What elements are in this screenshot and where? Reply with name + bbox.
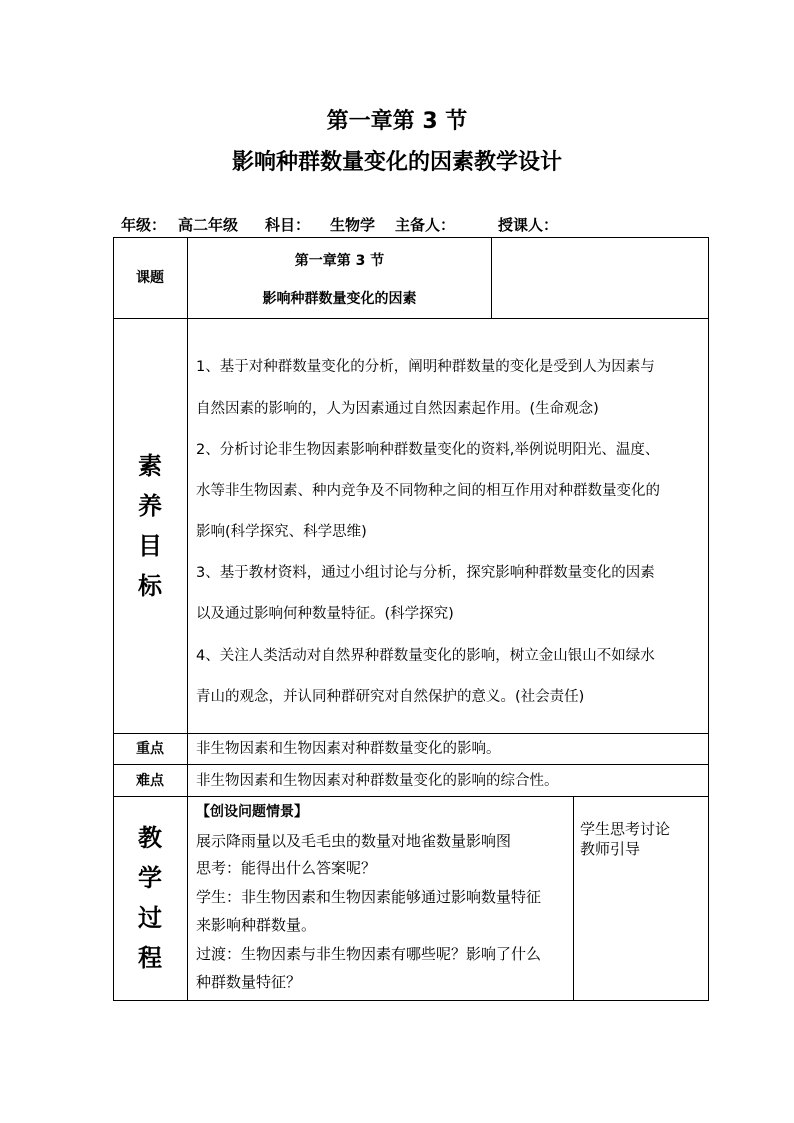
goals-label-char: 养	[138, 492, 162, 520]
process-note: 教师引导	[580, 840, 641, 858]
subject-value: 生物学	[330, 216, 376, 234]
subject-label: 科目：	[265, 216, 311, 234]
process-line: 学生：非生物因素和生物因素能够通过影响数量特征	[196, 888, 542, 906]
goals-line: 以及通过影响何种数量特征。(科学探究)	[196, 606, 454, 622]
preparer-label: 主备人：	[395, 216, 456, 234]
process-line: 思考：能得出什么答案呢？	[196, 859, 377, 877]
goals-line: 4、关注人类活动对自然界种群数量变化的影响，树立金山银山不如绿水	[196, 648, 655, 664]
topic-line1: 第一章第 3 节	[294, 253, 385, 269]
process-line: 来影响种群数量。	[196, 916, 317, 934]
process-label-char: 过	[138, 904, 162, 932]
process-line: 种群数量特征？	[196, 973, 302, 991]
key-point-label: 重点	[136, 741, 164, 757]
goals-line: 2、分析讨论非生物因素影响种群数量变化的资料,举例说明阳光、温度、	[196, 442, 660, 458]
process-note: 学生思考讨论	[580, 820, 671, 838]
grade-value: 高二年级	[178, 216, 239, 234]
topic-label: 课题	[136, 270, 164, 286]
lecturer-label: 授课人：	[498, 216, 559, 234]
goals-line: 水等非生物因素、种内竞争及不同物种之间的相互作用对种群数量变化的	[196, 483, 660, 499]
process-label	[132, 818, 168, 978]
key-point-text: 非生物因素和生物因素对种群数量变化的影响。	[196, 741, 501, 757]
grade-label: 年级：	[121, 216, 167, 234]
process-heading: 【创设问题情景】	[196, 804, 308, 820]
topic-line2: 影响种群数量变化的因素	[262, 291, 417, 307]
process-label-char: 教	[138, 824, 162, 852]
goals-label-char: 标	[138, 572, 162, 600]
goals-label-char: 目	[138, 532, 162, 560]
goals-line: 影响(科学探究、科学思维)	[196, 524, 367, 540]
process-label-char: 程	[138, 944, 162, 972]
goals-label-char: 素	[138, 452, 162, 480]
difficulty-label: 难点	[136, 773, 164, 789]
document-title-line2: 影响种群数量变化的因素教学设计	[231, 150, 562, 175]
difficulty-text: 非生物因素和生物因素对种群数量变化的影响的综合性。	[196, 773, 559, 789]
goals-line: 自然因素的影响的，人为因素通过自然因素起作用。(生命观念)	[196, 401, 599, 417]
goals-line: 1、基于对种群数量变化的分析，阐明种群数量的变化是受到人为因素与	[196, 359, 655, 375]
process-line: 过渡：生物因素与非生物因素有哪些呢？影响了什么	[196, 945, 542, 963]
process-line: 展示降雨量以及毛毛虫的数量对地雀数量影响图	[196, 832, 512, 850]
goals-line: 青山的观念，并认同种群研究对自然保护的意义。(社会责任)	[196, 689, 585, 705]
process-label-char: 学	[138, 864, 162, 892]
goals-label	[132, 446, 168, 606]
document-title-line1: 第一章第 3 节	[326, 109, 468, 134]
goals-line: 3、基于教材资料，通过小组讨论与分析，探究影响种群数量变化的因素	[196, 565, 655, 581]
